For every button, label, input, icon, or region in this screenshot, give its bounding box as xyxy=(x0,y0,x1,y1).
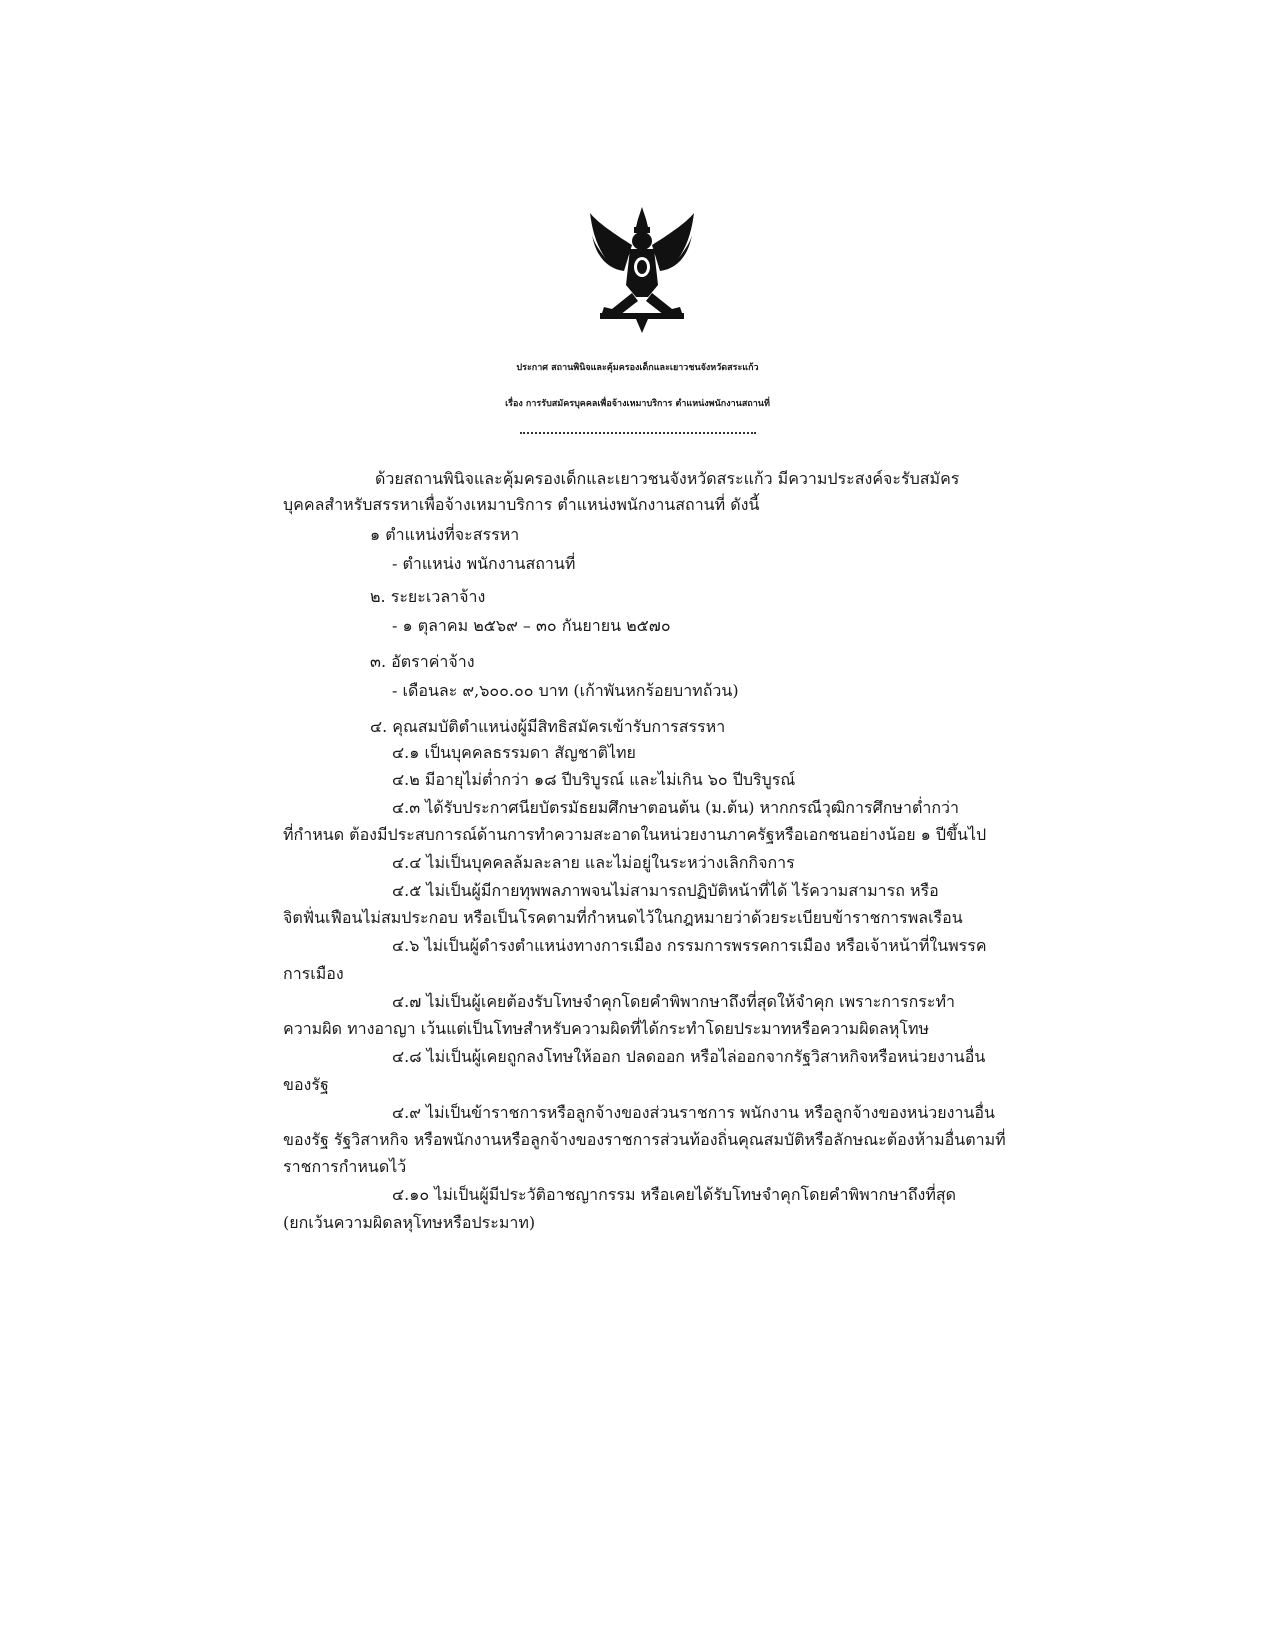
qualification-7-line-1: ๔.๗ ไม่เป็นผู้เคยต้องรับโทษจำคุกโดยคำพิพากษาถึงที่สุดให้จำคุก เพราะการกระทำ xyxy=(392,992,955,1011)
section-4-title: ๔. คุณสมบัติตำแหน่งผู้มีสิทธิสมัครเข้ารับการสรรหา xyxy=(370,717,726,736)
qualification-8-line-2: ของรัฐ xyxy=(283,1075,329,1094)
qualification-5-line-2: จิตฟั่นเฟือนไม่สมประกอบ หรือเป็นโรคตามที่กำหนดไว้ในกฎหมายว่าด้วยระเบียบข้าราชการพลเรือน xyxy=(283,908,963,927)
qualification-2: ๔.๒ มีอายุไม่ต่ำกว่า ๑๘ ปีบริบูรณ์ และไม่เกิน ๖๐ ปีบริบูรณ์ xyxy=(392,770,796,789)
intro-line-1: ด้วยสถานพินิจและคุ้มครองเด็กและเยาวชนจังหวัดสระแก้ว มีความประสงค์จะรับสมัคร xyxy=(375,469,960,488)
section-2-title: ๒. ระยะเวลาจ้าง xyxy=(370,587,486,606)
qualification-3-line-1: ๔.๓ ได้รับประกาศนียบัตรมัธยมศึกษาตอนต้น (ม.ต้น) หากกรณีวุฒิการศึกษาต่ำกว่า xyxy=(392,798,959,817)
garuda-emblem-icon xyxy=(586,205,698,335)
qualification-3-line-2: ที่กำหนด ต้องมีประสบการณ์ด้านการทำความสะอาดในหน่วยงานภาครัฐหรือเอกชนอย่างน้อย ๑ ปีขึ้นไป xyxy=(283,825,987,844)
announcement-title: ประกาศ สถานพินิจและคุ้มครองเด็กและเยาวชนจังหวัดสระแก้ว xyxy=(516,363,759,373)
intro-line-2: บุคคลสำหรับสรรหาเพื่อจ้างเหมาบริการ ตำแหน่งพนักงานสถานที่ ดังนี้ xyxy=(283,495,760,514)
qualification-4: ๔.๔ ไม่เป็นบุคคลล้มละลาย และไม่อยู่ในระหว่างเลิกกิจการ xyxy=(392,853,795,872)
section-1-item: - ตำแหน่ง พนักงานสถานที่ xyxy=(392,554,576,573)
qualification-10-line-2: (ยกเว้นความผิดลหุโทษหรือประมาท) xyxy=(283,1213,536,1232)
qualification-6-line-2: การเมือง xyxy=(283,964,344,983)
qualification-9-line-1: ๔.๙ ไม่เป็นข้าราชการหรือลูกจ้างของส่วนราชการ พนักงาน หรือลูกจ้างของหน่วยงานอื่น xyxy=(392,1103,995,1122)
qualification-9-line-2: ของรัฐ รัฐวิสาหกิจ หรือพนักงานหรือลูกจ้างของราชการส่วนท้องถิ่นคุณสมบัติหรือลักษณะต้องห้ามอื่นตามที่ xyxy=(283,1130,1006,1149)
qualification-5-line-1: ๔.๕ ไม่เป็นผู้มีกายทุพพลภาพจนไม่สามารถปฏิบัติหน้าที่ได้ ไร้ความสามารถ หรือ xyxy=(392,881,939,900)
section-2-item: - ๑ ตุลาคม ๒๕๖๙ – ๓๐ กันยายน ๒๕๗๐ xyxy=(392,616,671,635)
section-3-title: ๓. อัตราค่าจ้าง xyxy=(370,652,475,671)
announcement-subject: เรื่อง การรับสมัครบุคคลเพื่อจ้างเหมาบริการ ตำแหน่งพนักงานสถานที่ xyxy=(505,399,770,409)
qualification-10-line-1: ๔.๑๐ ไม่เป็นผู้มีประวัติอาชญากรรม หรือเคยได้รับโทษจำคุกโดยคำพิพากษาถึงที่สุด xyxy=(392,1185,957,1204)
qualification-1: ๔.๑ เป็นบุคคลธรรมดา สัญชาติไทย xyxy=(392,743,636,762)
qualification-7-line-2: ความผิด ทางอาญา เว้นแต่เป็นโทษสำหรับความผิดที่ได้กระทำโดยประมาทหรือความผิดลหุโทษ xyxy=(283,1019,930,1038)
garuda-emblem xyxy=(586,205,698,335)
title-separator xyxy=(520,432,756,434)
qualification-6-line-1: ๔.๖ ไม่เป็นผู้ดำรงตำแหน่งทางการเมือง กรรมการพรรคการเมือง หรือเจ้าหน้าที่ในพรรค xyxy=(392,936,987,955)
section-1-title: ๑ ตำแหน่งที่จะสรรหา xyxy=(370,525,520,544)
qualification-9-line-3: ราชการกำหนดไว้ xyxy=(283,1157,407,1176)
section-3-item: - เดือนละ ๙,๖๐๐.๐๐ บาท (เก้าพันหกร้อยบาทถ้วน) xyxy=(392,681,739,700)
qualification-8-line-1: ๔.๘ ไม่เป็นผู้เคยถูกลงโทษให้ออก ปลดออก หรือไล่ออกจากรัฐวิสาหกิจหรือหน่วยงานอื่น xyxy=(392,1047,986,1066)
